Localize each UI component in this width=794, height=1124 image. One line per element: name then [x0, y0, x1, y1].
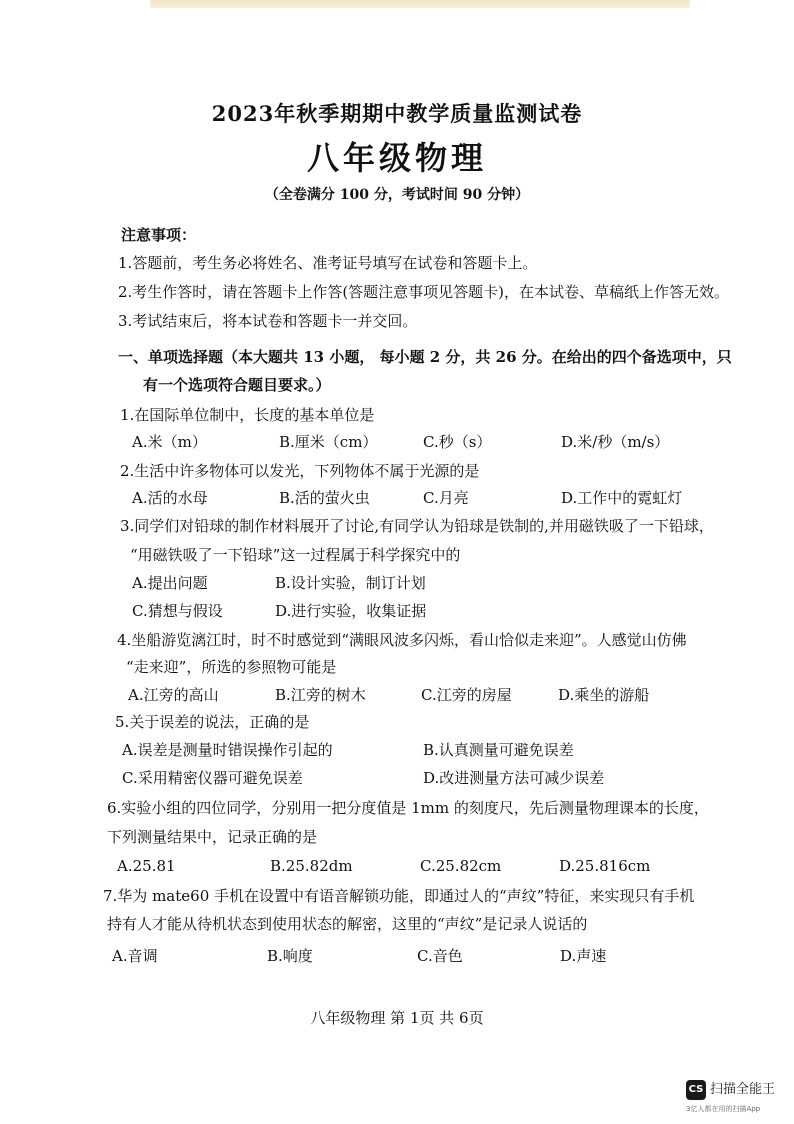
- option-c: C.采用精密仪器可避免误差: [122, 769, 303, 787]
- option-b: B.响度: [267, 947, 313, 965]
- option-a: A.江旁的高山: [128, 686, 219, 704]
- camscanner-logo-icon: CS: [686, 1080, 706, 1100]
- option-c: C.25.82cm: [420, 857, 502, 875]
- question-3-stem: 3.同学们对铅球的制作材料展开了讨论,有同学认为铅球是铁制的,并用磁铁吸了一下铅球，: [120, 517, 714, 535]
- option-b: B.活的萤火虫: [279, 489, 370, 507]
- question-4-stem-cont: “走来迎”，所选的参照物可能是: [126, 658, 337, 676]
- question-6-options: [117, 856, 677, 876]
- question-6-stem-cont: 下列测量结果中，记录正确的是: [107, 828, 318, 846]
- option-d: D.声速: [560, 947, 607, 965]
- option-a: A.音调: [112, 947, 158, 965]
- question-5-stem: 5.关于误差的说法，正确的是: [115, 713, 310, 731]
- question-1-options: [132, 432, 692, 452]
- watermark-tagline: 3亿人都在用的扫描App: [686, 1105, 761, 1113]
- question-5-options-row2: [122, 768, 682, 788]
- option-b: B.认真测量可避免误差: [423, 741, 574, 759]
- option-c: C.猜想与假设: [132, 602, 223, 620]
- question-7-options: [112, 946, 682, 966]
- option-d: D.进行实验，收集证据: [275, 602, 427, 620]
- option-c: C.江旁的房屋: [421, 686, 512, 704]
- option-d: D.乘坐的游船: [558, 686, 650, 704]
- question-3-stem-cont: “用磁铁吸了一下铅球”这一过程属于科学探究中的: [130, 546, 461, 564]
- option-a: A.活的水母: [132, 489, 208, 507]
- exam-title: 2023年秋季期期中教学质量监测试卷: [211, 101, 583, 126]
- question-3-options-row2: [132, 601, 692, 621]
- notice-item: 1.答题前，考生务必将姓名、准考证号填写在试卷和答题卡上。: [118, 254, 538, 272]
- question-3-options-row1: [132, 573, 692, 593]
- option-a: A.米（m）: [132, 433, 207, 451]
- option-d: D.工作中的霓虹灯: [561, 489, 683, 507]
- option-b: B.厘米（cm）: [279, 433, 378, 451]
- option-d: D.改进测量方法可减少误差: [423, 769, 605, 787]
- question-1-stem: 1.在国际单位制中，长度的基本单位是: [120, 406, 375, 424]
- page-footer: 八年级物理 第 1页 共 6页: [310, 1009, 484, 1027]
- question-2-stem: 2.生活中许多物体可以发光，下列物体不属于光源的是: [120, 462, 480, 480]
- question-2-options: [132, 488, 692, 508]
- scanner-watermark: [686, 1080, 786, 1116]
- question-4-options: [128, 685, 698, 705]
- exam-info: （全卷满分 100 分，考试时间 90 分钟）: [264, 187, 530, 203]
- option-c: C.音色: [417, 947, 463, 965]
- notice-heading: 注意事项：: [121, 226, 197, 244]
- option-a: A.误差是测量时错误操作引起的: [122, 741, 333, 759]
- section-title: 一、单项选择题（本大题共 13 小题， 每小题 2 分，共 26 分。在给出的四个备选项中，只: [118, 348, 732, 366]
- option-b: B.设计实验，制订计划: [275, 574, 426, 592]
- option-b: B.25.82dm: [270, 857, 353, 875]
- question-7-stem-cont: 持有人才能从待机状态到使用状态的解密，这里的“声纹”是记录人说话的: [107, 915, 588, 933]
- option-a: A.提出问题: [132, 574, 208, 592]
- question-5-options-row1: [122, 740, 682, 760]
- option-c: C.月亮: [423, 489, 469, 507]
- exam-subject: 八年级物理: [306, 139, 487, 177]
- option-d: D.25.816cm: [559, 857, 651, 875]
- watermark-name: 扫描全能王: [710, 1082, 776, 1097]
- question-4-stem: 4.坐船游览漓江时，时不时感觉到“满眼风波多闪烁，看山恰似走来迎”。人感觉山仿佛: [117, 631, 687, 649]
- option-b: B.江旁的树木: [275, 686, 366, 704]
- question-7-stem: 7.华为 mate60 手机在设置中有语音解锁功能，即通过人的“声纹”特征，来实现只有手机: [103, 887, 695, 905]
- notice-item: 3.考试结束后，将本试卷和答题卡一并交回。: [118, 312, 418, 330]
- option-c: C.秒（s）: [423, 433, 492, 451]
- notice-item: 2.考生作答时，请在答题卡上作答(答题注意事项见答题卡)，在本试卷、草稿纸上作答无效。: [118, 283, 730, 301]
- option-a: A.25.81: [117, 857, 176, 875]
- question-6-stem: 6.实验小组的四位同学，分别用一把分度值是 1mm 的刻度尺，先后测量物理课本的长度，: [107, 799, 709, 817]
- section-title-cont: 有一个选项符合题目要求。）: [143, 376, 331, 394]
- option-d: D.米/秒（m/s）: [561, 433, 670, 451]
